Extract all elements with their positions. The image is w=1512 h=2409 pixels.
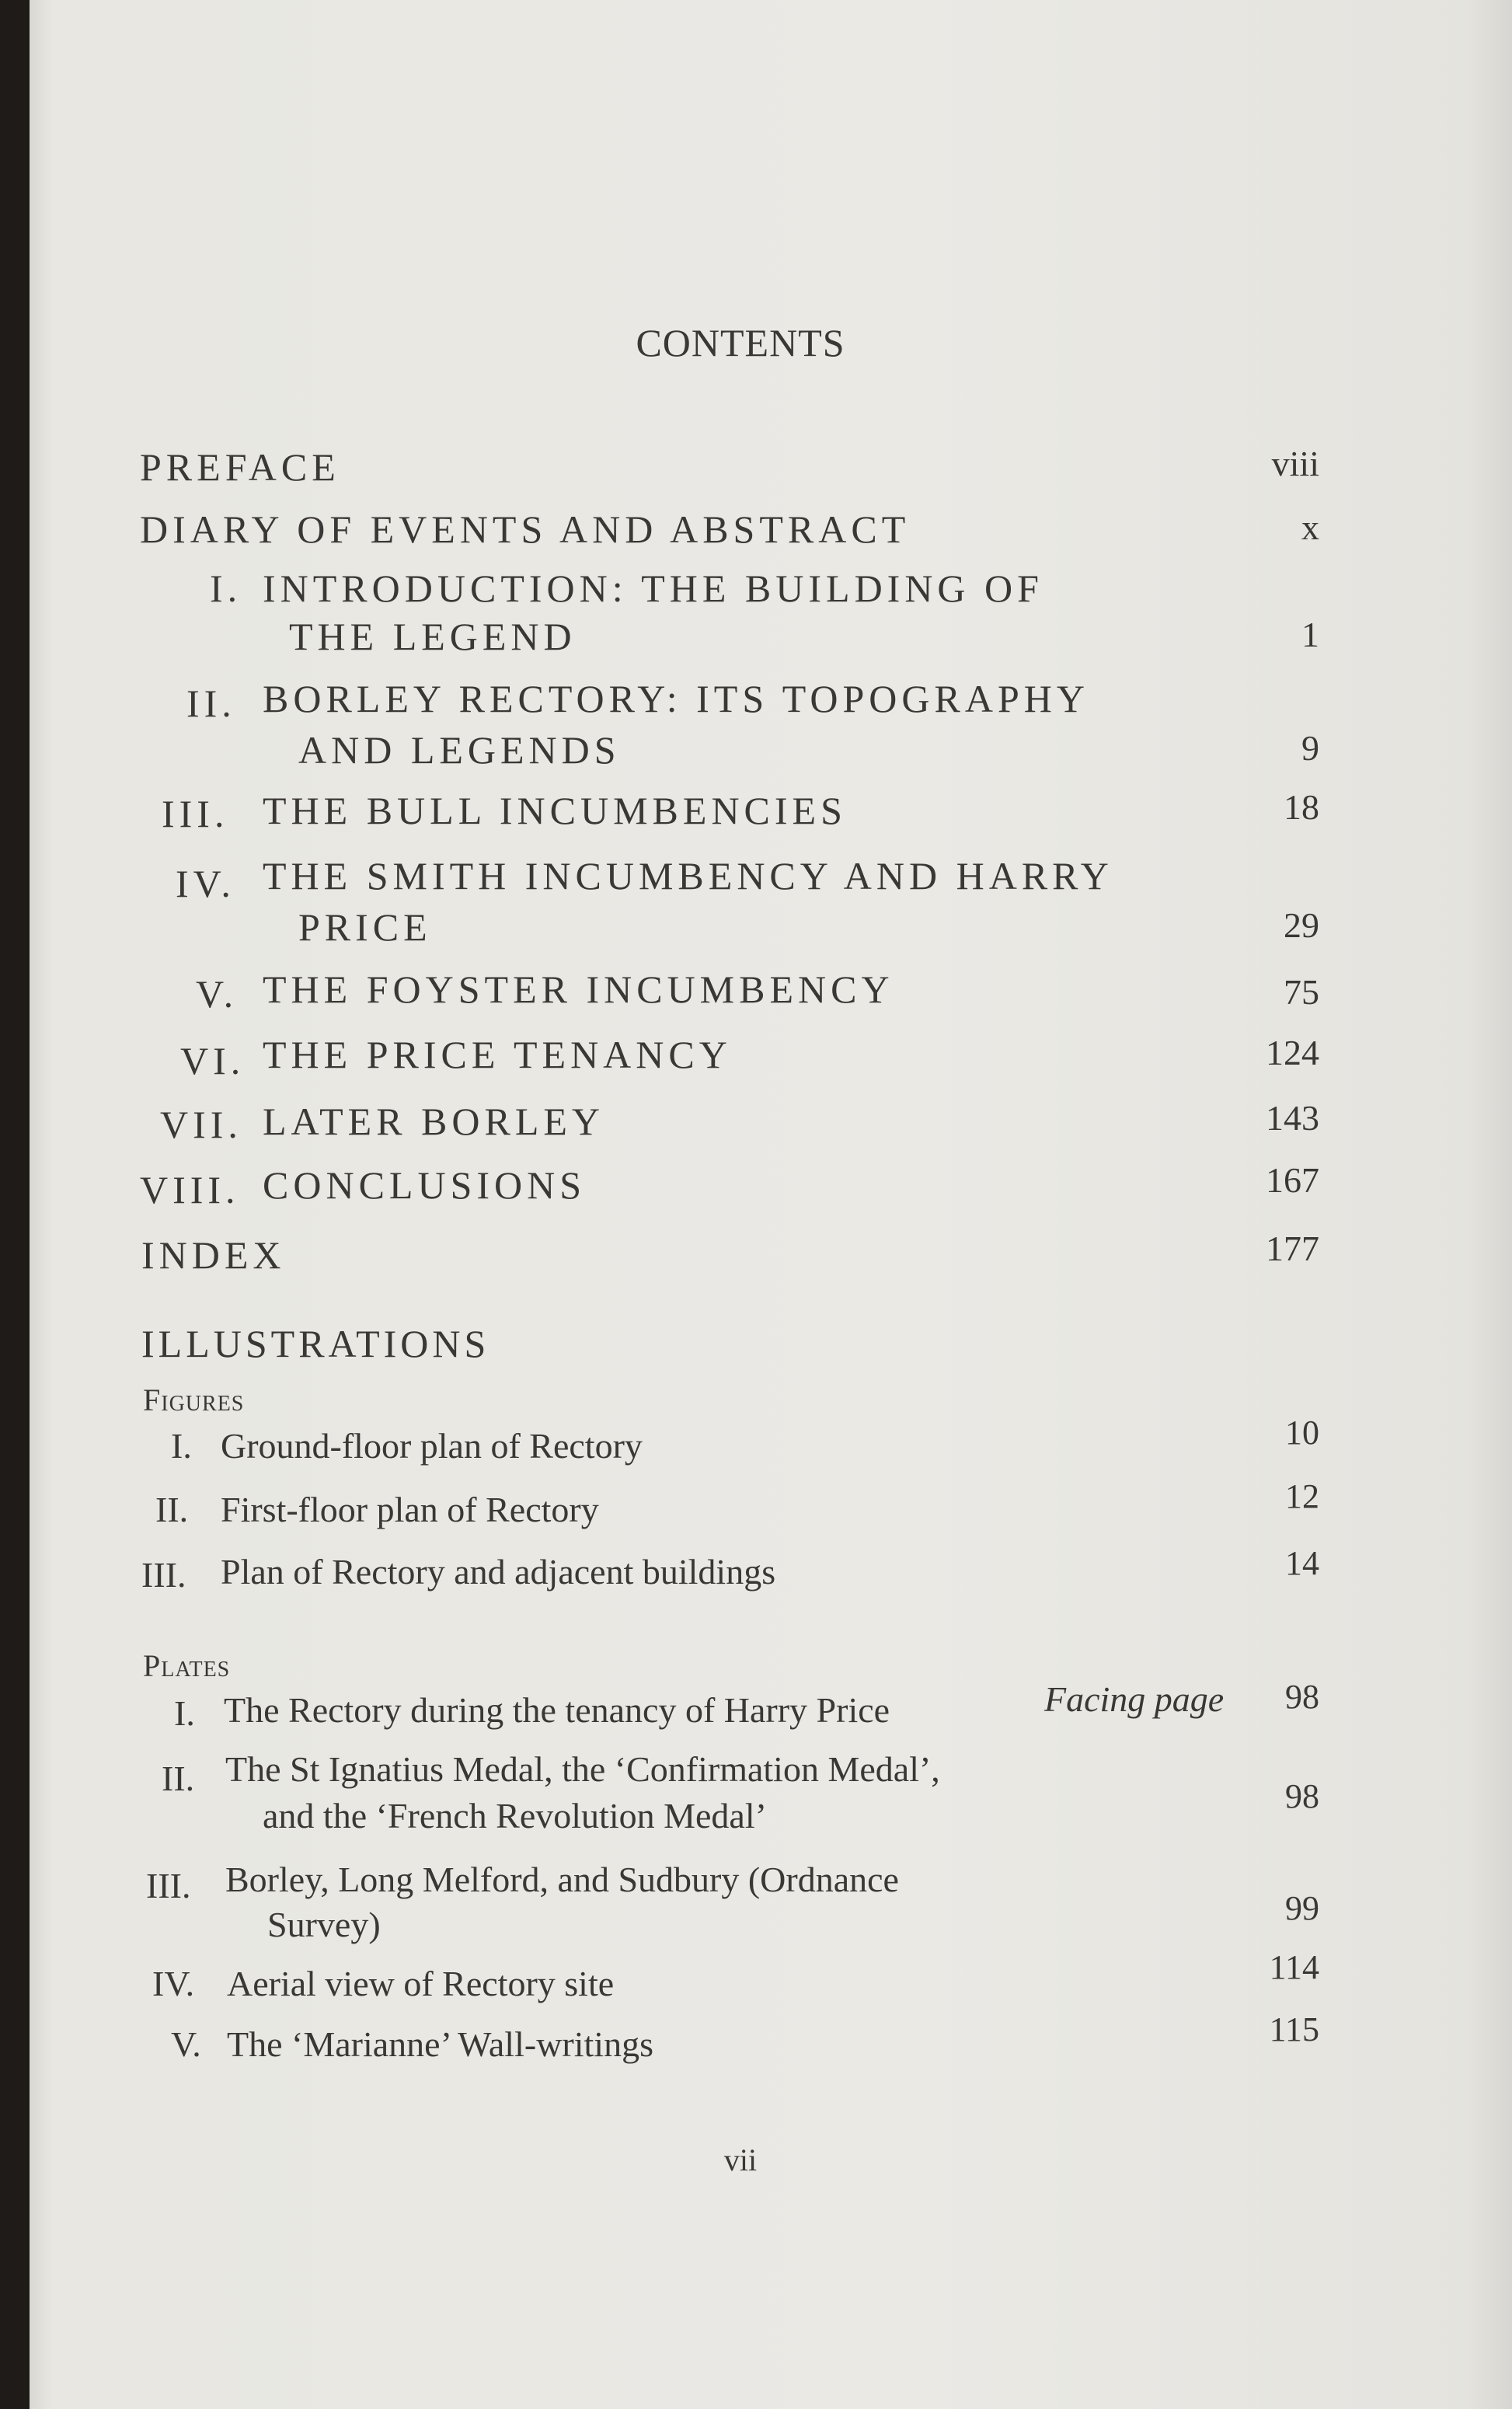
entry-title-2-line2: AND LEGENDS: [298, 728, 621, 772]
entry-page-3: 18: [1284, 787, 1319, 827]
book-page: [30, 0, 1512, 2409]
figure-num-1: I.: [171, 1426, 192, 1466]
entry-num-7: VII.: [160, 1103, 242, 1146]
entry-title-5: THE FOYSTER INCUMBENCY: [263, 967, 894, 1011]
plate-title-4: Aerial view of Rectory site: [227, 1964, 615, 2003]
entry-num-4: IV.: [176, 862, 235, 905]
plate-page-5: 115: [1269, 2010, 1319, 2048]
entry-page-7: 143: [1266, 1098, 1319, 1138]
figures-label: Figures: [143, 1382, 245, 1417]
entry-num-1: I.: [210, 567, 242, 610]
entry-title-1-line1: INTRODUCTION: THE BUILDING OF: [263, 567, 1043, 610]
entry-title-4-line1: THE SMITH INCUMBENCY AND HARRY: [263, 854, 1113, 898]
plate-num-5: V.: [171, 2024, 201, 2064]
plate-num-3: III.: [146, 1866, 191, 1905]
entry-page-1: 1: [1301, 615, 1319, 654]
entry-title-8: CONCLUSIONS: [263, 1163, 587, 1207]
plates-label: Plates: [143, 1648, 231, 1683]
figure-page-3: 14: [1285, 1544, 1319, 1582]
plate-num-1: I.: [174, 1693, 195, 1733]
facing-page-label: Facing page: [1044, 1679, 1225, 1719]
plate-title-3-line2: Survey): [267, 1905, 381, 1944]
plate-page-4: 114: [1269, 1948, 1319, 1986]
entry-title-diary: DIARY OF EVENTS AND ABSTRACT: [140, 507, 911, 551]
plate-title-5: The ‘Marianne’ Wall-writings: [227, 2024, 653, 2064]
figure-num-2: II.: [155, 1490, 189, 1529]
plate-title-1: The Rectory during the tenancy of Harry Price: [224, 1690, 890, 1730]
entry-page-preface: viii: [1271, 444, 1319, 483]
entry-title-1-line2: THE LEGEND: [289, 615, 577, 658]
illustrations-heading: ILLUSTRATIONS: [141, 1322, 490, 1365]
entry-title-2-line1: BORLEY RECTORY: ITS TOPOGRAPHY: [263, 677, 1089, 720]
figure-num-3: III.: [141, 1555, 186, 1595]
plate-title-2-line2: and the ‘French Revolution Medal’: [263, 1796, 767, 1836]
entry-title-3: THE BULL INCUMBENCIES: [263, 789, 847, 832]
figure-page-1: 10: [1285, 1414, 1319, 1452]
figure-title-1: Ground-floor plan of Rectory: [221, 1426, 643, 1466]
entry-num-2: II.: [186, 682, 236, 725]
figure-title-3: Plan of Rectory and adjacent buildings: [221, 1552, 776, 1591]
entry-title-4-line2: PRICE: [298, 905, 432, 949]
entry-page-index: 177: [1266, 1229, 1319, 1268]
entry-page-8: 167: [1266, 1160, 1319, 1200]
entry-page-6: 124: [1266, 1033, 1319, 1072]
plate-num-4: IV.: [152, 1964, 195, 2003]
entry-page-5: 75: [1284, 972, 1319, 1012]
figure-page-2: 12: [1285, 1477, 1319, 1515]
page-folio: vii: [723, 2142, 758, 2177]
entry-title-preface: PREFACE: [140, 445, 340, 489]
page-edge-shadow: [1465, 0, 1512, 2409]
entry-title-index: INDEX: [141, 1233, 286, 1277]
entry-num-6: VI.: [180, 1039, 246, 1082]
entry-page-4: 29: [1284, 905, 1319, 945]
entry-num-8: VIII.: [140, 1168, 240, 1211]
figure-title-2: First-floor plan of Rectory: [221, 1490, 599, 1529]
contents-heading: CONTENTS: [636, 321, 845, 364]
plate-title-2-line1: The St Ignatius Medal, the ‘Confirmation Medal’,: [225, 1749, 940, 1789]
entry-num-5: V.: [196, 972, 239, 1016]
entry-title-6: THE PRICE TENANCY: [263, 1033, 732, 1076]
entry-num-3: III.: [162, 792, 229, 835]
entry-title-7: LATER BORLEY: [263, 1100, 605, 1143]
plate-page-1: 98: [1285, 1678, 1319, 1716]
plate-page-2: 98: [1285, 1777, 1319, 1815]
plate-page-3: 99: [1285, 1889, 1319, 1927]
plate-title-3-line1: Borley, Long Melford, and Sudbury (Ordnance: [225, 1860, 899, 1899]
entry-page-diary: x: [1301, 507, 1319, 547]
plate-num-2: II.: [162, 1759, 195, 1798]
entry-page-2: 9: [1301, 728, 1319, 768]
